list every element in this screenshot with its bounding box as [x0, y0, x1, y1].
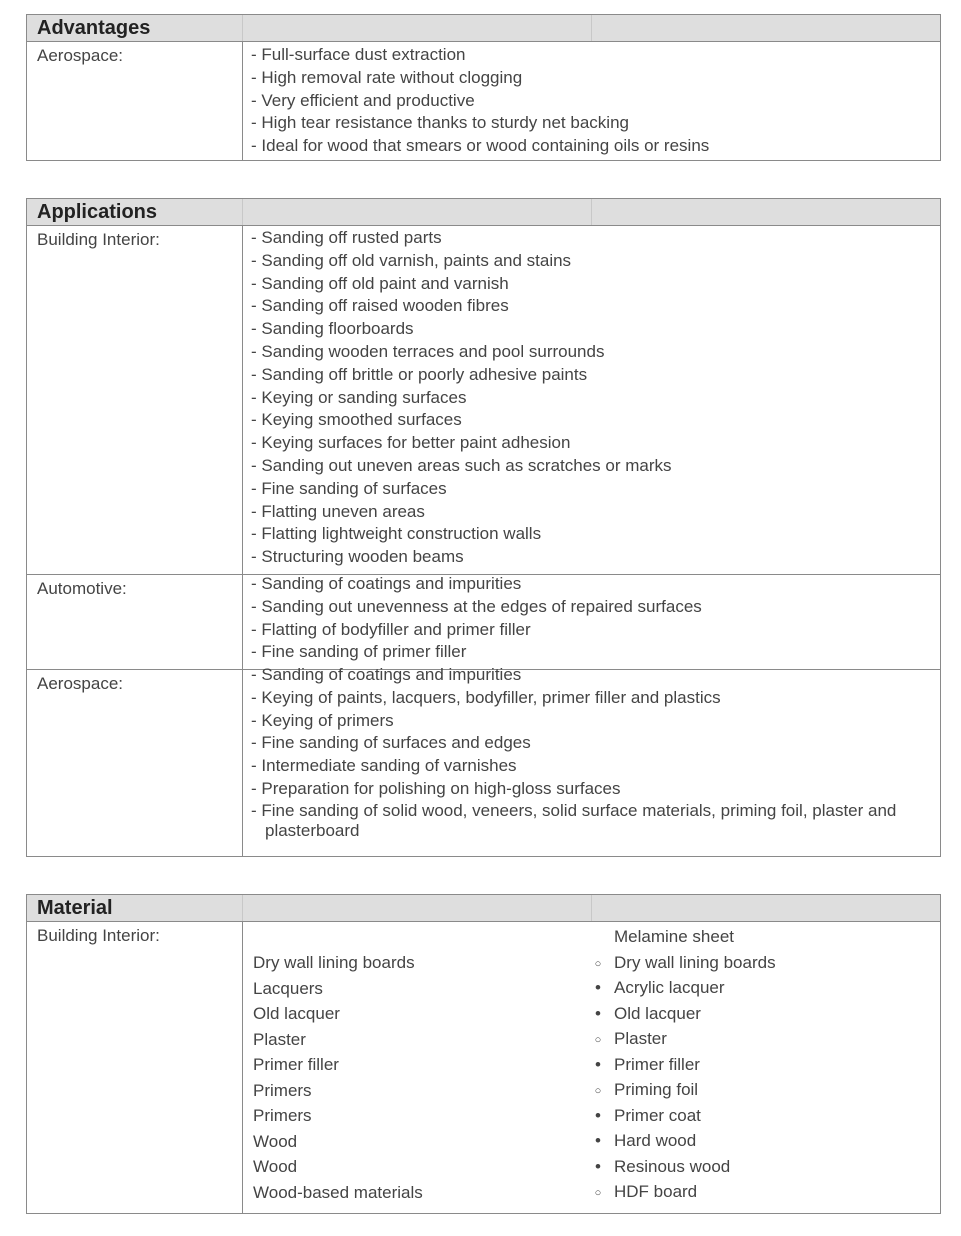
list-item: - Flatting uneven areas	[251, 501, 920, 524]
list-item: - Fine sanding of surfaces and edges	[251, 732, 920, 755]
bullet-icon	[592, 1052, 604, 1079]
list-item	[614, 1077, 776, 1103]
list-item: - Sanding off raised wooden fibres	[251, 295, 920, 318]
list-item-text: Old lacquer	[614, 1003, 701, 1023]
bullet-icon	[592, 1026, 604, 1054]
row-label-cell	[27, 226, 243, 574]
material-left-list	[253, 950, 423, 1205]
list-item: - Sanding off brittle or poorly adhesive paints	[251, 364, 920, 387]
list-item: Plaster	[253, 1029, 306, 1049]
list-item: - Full-surface dust extraction	[251, 44, 920, 67]
list-item: - Structuring wooden beams	[251, 546, 920, 569]
header-divider	[242, 15, 243, 41]
row-label: Automotive:	[37, 579, 127, 598]
material-row-building-interior	[27, 922, 940, 1213]
list-item	[614, 1052, 776, 1078]
material-right-list	[614, 924, 776, 1205]
header-divider	[591, 895, 592, 921]
list-item: - Preparation for polishing on high-gloss surfaces	[251, 778, 920, 801]
applications-list	[251, 227, 920, 569]
row-label-cell	[27, 575, 243, 669]
list-item: Wood-based materials	[253, 1182, 423, 1202]
list-item: Primers	[253, 1080, 312, 1100]
list-item: - Sanding out unevenness at the edges of repaired surfaces	[251, 596, 920, 619]
list-item: - Keying of paints, lacquers, bodyfiller, primer filler and plastics	[251, 687, 920, 710]
advantages-table	[26, 14, 941, 161]
advantages-row-aerospace	[27, 42, 940, 160]
material-header	[27, 895, 940, 922]
header-divider	[591, 15, 592, 41]
list-item: - Keying smoothed surfaces	[251, 409, 920, 432]
list-item: - Sanding off old varnish, paints and stains	[251, 250, 920, 273]
bullet-icon	[592, 975, 604, 1002]
list-item: - Fine sanding of solid wood, veneers, solid surface materials, priming foil, plaster and plasterboard	[251, 801, 920, 841]
list-item: Primer filler	[253, 1055, 339, 1074]
list-item	[614, 1026, 776, 1052]
bullet-icon	[592, 1103, 604, 1130]
list-item-text: Dry wall lining boards	[614, 952, 776, 972]
material-title: Material	[37, 897, 113, 919]
row-label: Aerospace:	[37, 46, 123, 65]
list-item: - High removal rate without clogging	[251, 67, 920, 90]
applications-row-automotive	[27, 574, 940, 669]
list-item: - Sanding of coatings and impurities	[251, 664, 920, 687]
list-item	[614, 950, 776, 976]
bullet-icon	[592, 1077, 604, 1105]
row-label: Building Interior:	[37, 926, 160, 945]
list-item: - Intermediate sanding of varnishes	[251, 755, 920, 778]
list-item: - High tear resistance thanks to sturdy net backing	[251, 112, 920, 135]
list-item: - Sanding off rusted parts	[251, 227, 920, 250]
header-divider	[242, 895, 243, 921]
applications-table	[26, 198, 941, 857]
list-item: - Very efficient and productive	[251, 90, 920, 113]
bullet-icon	[592, 1001, 604, 1028]
list-item: - Fine sanding of primer filler	[251, 641, 920, 664]
list-item: - Sanding out uneven areas such as scratches or marks	[251, 455, 920, 478]
bullet-icon	[592, 1154, 604, 1181]
list-item: Lacquers	[253, 978, 323, 998]
list-item: - Sanding off old paint and varnish	[251, 273, 920, 296]
list-item	[614, 1128, 776, 1154]
bullet-icon	[592, 1128, 604, 1155]
list-item: Primers	[253, 1106, 312, 1125]
row-label-cell	[27, 42, 243, 160]
list-item-text: Priming foil	[614, 1080, 699, 1099]
applications-list	[251, 573, 920, 664]
list-item: - Flatting lightweight construction walls	[251, 523, 920, 546]
advantages-title: Advantages	[37, 17, 151, 39]
bullet-icon	[592, 1179, 604, 1207]
list-item-text: Hard wood	[614, 1131, 697, 1150]
advantages-list	[251, 44, 920, 158]
applications-header	[27, 199, 940, 226]
list-item: - Keying or sanding surfaces	[251, 387, 920, 410]
row-label-cell	[27, 670, 243, 856]
list-item: - Keying of primers	[251, 710, 920, 733]
list-item-text: Plaster	[614, 1029, 667, 1048]
advantages-header	[27, 15, 940, 42]
list-item: Old lacquer	[253, 1004, 340, 1023]
row-label: Aerospace:	[37, 674, 123, 693]
list-item: - Keying surfaces for better paint adhesion	[251, 432, 920, 455]
list-item-text: Acrylic lacquer	[614, 978, 725, 997]
list-item: - Sanding floorboards	[251, 318, 920, 341]
applications-list	[251, 664, 920, 841]
list-item: Wood	[253, 1157, 298, 1176]
header-divider	[242, 199, 243, 225]
applications-row-building-interior	[27, 226, 940, 574]
list-item: - Sanding wooden terraces and pool surrounds	[251, 341, 920, 364]
list-item: - Ideal for wood that smears or wood containing oils or resins	[251, 135, 920, 158]
list-item	[614, 1179, 776, 1205]
bullet-icon	[592, 950, 604, 978]
row-label-cell	[27, 922, 243, 1213]
list-item-text: HDF board	[614, 1182, 698, 1201]
material-table	[26, 894, 941, 1214]
list-item	[614, 924, 776, 950]
row-label: Building Interior:	[37, 230, 160, 249]
list-item	[614, 1103, 776, 1129]
applications-title: Applications	[37, 201, 158, 223]
list-item-text: Primer coat	[614, 1105, 701, 1125]
list-item: Wood	[253, 1131, 298, 1151]
list-item	[614, 1154, 776, 1180]
list-item: Dry wall lining boards	[253, 953, 415, 972]
list-item-text: Melamine sheet	[614, 927, 735, 946]
list-item: - Flatting of bodyfiller and primer filler	[251, 619, 920, 642]
list-item	[614, 1001, 776, 1027]
list-item-text: Resinous wood	[614, 1156, 731, 1176]
list-item-text: Primer filler	[614, 1054, 700, 1074]
list-item: - Fine sanding of surfaces	[251, 478, 920, 501]
applications-row-aerospace	[27, 665, 940, 856]
list-item: - Sanding of coatings and impurities	[251, 573, 920, 596]
list-item	[614, 975, 776, 1001]
header-divider	[591, 199, 592, 225]
